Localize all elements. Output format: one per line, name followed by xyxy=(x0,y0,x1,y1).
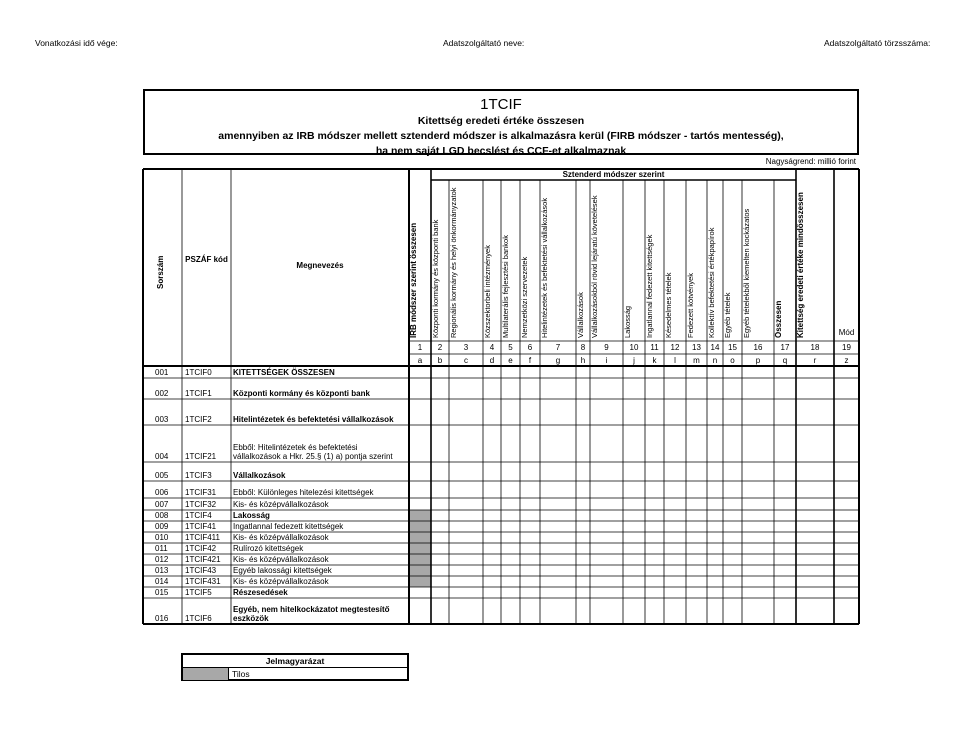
column-header-label: Multilaterális fejlesztési bankok xyxy=(501,235,510,338)
column-header-sorszam: Sorszám xyxy=(156,255,165,289)
column-number: 4 xyxy=(489,343,495,352)
legend-swatch xyxy=(183,668,229,680)
column-header-label: Késedelmes tételek xyxy=(664,272,673,338)
report-title-line2: amennyiben az IRB módszer mellett sztenderd módszer is alkalmazásra kerül (FIRB módszer - tartós mentesség), xyxy=(218,130,784,142)
column-letter: i xyxy=(605,356,608,365)
row-number: 009 xyxy=(155,522,169,531)
row-number: 008 xyxy=(155,511,169,520)
column-number: 8 xyxy=(580,343,586,352)
forbidden-cell xyxy=(409,510,431,521)
column-letter: r xyxy=(813,356,817,365)
column-number: 3 xyxy=(463,343,469,352)
row-name: Kis- és középvállalkozások xyxy=(233,500,329,509)
column-letter: d xyxy=(489,356,495,365)
column-header-label: Összesen xyxy=(774,300,783,338)
row-number: 011 xyxy=(155,544,168,553)
column-number: 16 xyxy=(753,343,763,352)
column-header-label: Vállalkozások xyxy=(576,292,585,338)
row-code: 1TCIF5 xyxy=(185,588,212,597)
column-letter: f xyxy=(528,356,532,365)
row-name: Kis- és középvállalkozások xyxy=(233,555,329,564)
row-number: 013 xyxy=(155,566,169,575)
column-header-label: Egyéb tételek xyxy=(723,292,732,338)
column-number: 9 xyxy=(604,343,609,352)
column-header-label: Egyéb tételekből kiemelten kockázatos xyxy=(742,208,751,338)
row-code: 1TCIF411 xyxy=(185,533,220,542)
column-number: 5 xyxy=(508,343,513,352)
column-header-label: Nemzetközi szervezetek xyxy=(520,256,529,338)
column-number: 11 xyxy=(650,343,659,352)
row-code: 1TCIF31 xyxy=(185,488,217,497)
row-name: Központi kormány és központi bank xyxy=(233,389,370,398)
row-number: 012 xyxy=(155,555,169,564)
column-letter: g xyxy=(555,356,561,365)
column-number: 10 xyxy=(629,343,639,352)
row-number: 002 xyxy=(155,389,169,398)
row-code: 1TCIF6 xyxy=(185,614,212,623)
forbidden-cell xyxy=(409,532,431,543)
unit-label: Nagyságrend: millió forint xyxy=(765,157,856,166)
column-letter: a xyxy=(417,356,423,365)
column-header-mod: Mód xyxy=(838,328,855,337)
row-number: 016 xyxy=(155,614,169,623)
report-code: 1TCIF xyxy=(480,96,522,113)
column-header-label: Regionális kormány és helyi önkormányzatok xyxy=(449,187,458,338)
legend-box xyxy=(181,653,409,681)
column-letter: c xyxy=(464,356,468,365)
column-letter: l xyxy=(674,356,676,365)
column-number: 1 xyxy=(417,343,423,352)
forbidden-cell xyxy=(409,576,431,587)
forbidden-cell xyxy=(409,543,431,554)
column-header-label: IRB módszer szerint összesen xyxy=(409,222,418,338)
row-code: 1TCIF1 xyxy=(185,389,212,398)
row-name: Lakosság xyxy=(233,511,270,520)
row-number: 005 xyxy=(155,471,169,480)
row-code: 1TCIF42 xyxy=(185,544,217,553)
row-name: KITETTSÉGEK ÖSSZESEN xyxy=(233,368,335,377)
row-name: Ingatlannal fedezett kitettségek xyxy=(233,522,344,531)
column-letter: e xyxy=(508,356,513,365)
row-number: 007 xyxy=(155,500,169,509)
column-letter: n xyxy=(712,356,718,365)
column-number: 18 xyxy=(810,343,820,352)
column-header-label: Vállalkozásokból rövid lejáratú követelések xyxy=(590,195,599,338)
row-code: 1TCIF2 xyxy=(185,415,212,424)
column-header-megnevezes: Megnevezés xyxy=(296,261,344,270)
legend-item: Tilos xyxy=(232,669,250,679)
column-number: 7 xyxy=(555,343,561,352)
row-number: 006 xyxy=(155,488,169,497)
column-number: 6 xyxy=(527,343,533,352)
column-header-label: Kollektív befektetési értékpapírok xyxy=(707,227,716,338)
row-code: 1TCIF0 xyxy=(185,368,212,377)
column-number: 17 xyxy=(780,343,790,352)
row-number: 010 xyxy=(155,533,169,542)
period-end-label: Vonatkozási idő vége: xyxy=(35,38,118,48)
report-title-line1: Kitettség eredeti értéke összesen xyxy=(417,115,585,127)
column-header-pszaf-kod: PSZÁF kód xyxy=(185,255,228,264)
column-number: 2 xyxy=(437,343,443,352)
column-letter: m xyxy=(693,356,700,365)
provider-name-label: Adatszolgáltató neve: xyxy=(443,38,525,48)
legend-title: Jelmagyarázat xyxy=(183,655,407,668)
column-header-label: Közszektorbeli intézmények xyxy=(483,245,492,338)
report-title-line3: ha nem saját LGD becslést és CCF-et alkalmaznak xyxy=(375,145,627,157)
column-letter: p xyxy=(755,356,761,365)
row-number: 004 xyxy=(155,452,169,461)
column-letter: q xyxy=(782,356,788,365)
row-code: 1TCIF32 xyxy=(185,500,217,509)
column-header-label: Kitettség eredeti értéke mindösszesen xyxy=(796,192,805,338)
row-number: 003 xyxy=(155,415,169,424)
column-letter: o xyxy=(730,356,735,365)
column-header-label: Hitelintézetek és befektetési vállalkozások xyxy=(540,197,549,338)
row-code: 1TCIF421 xyxy=(185,555,221,564)
row-code: 1TCIF41 xyxy=(185,522,217,531)
row-name: Rulírozó kitettségek xyxy=(233,544,304,553)
column-number: 19 xyxy=(842,343,851,352)
column-number: 12 xyxy=(670,343,680,352)
row-name: Egyéb lakossági kitettségek xyxy=(233,566,332,575)
row-name: Vállalkozások xyxy=(233,471,286,480)
column-letter: h xyxy=(580,356,586,365)
column-number: 14 xyxy=(710,343,720,352)
row-code: 1TCIF431 xyxy=(185,577,221,586)
row-code: 1TCIF21 xyxy=(185,452,217,461)
row-name: Egyéb, nem hitelkockázatot megtestesítő eszközök xyxy=(233,605,390,623)
column-header-label: Lakosság xyxy=(623,305,632,338)
row-name: Ebből: Különleges hitelezési kitettségek xyxy=(233,488,374,497)
column-header-label: Központi kormány és központi bank xyxy=(431,219,440,338)
column-header-label: Ingatlannal fedezett kitettségek xyxy=(645,234,654,338)
column-letter: j xyxy=(633,356,635,365)
row-code: 1TCIF4 xyxy=(185,511,212,520)
column-header-label: Fedezett kötvények xyxy=(686,272,695,338)
forbidden-cell xyxy=(409,521,431,532)
row-code: 1TCIF43 xyxy=(185,566,217,575)
row-name: Hitelintézetek és befektetési vállalkozások xyxy=(233,415,394,424)
forbidden-cell xyxy=(409,554,431,565)
row-number: 015 xyxy=(155,588,169,597)
column-number: 13 xyxy=(692,343,701,352)
column-letter: z xyxy=(844,356,849,365)
column-number: 15 xyxy=(728,343,737,352)
column-letter: b xyxy=(437,356,443,365)
provider-id-label: Adatszolgáltató törzsszáma: xyxy=(824,38,931,48)
column-letter: k xyxy=(652,356,657,365)
row-name: Kis- és középvállalkozások xyxy=(233,533,329,542)
column-group-sztenderd: Sztenderd módszer szerint xyxy=(562,170,665,179)
row-number: 001 xyxy=(155,368,169,377)
forbidden-cell xyxy=(409,565,431,576)
row-name: Ebből: Hitelintézetek és befektetési vállalkozások a Hkr. 25.§ (1) a) pontja szerint xyxy=(233,443,393,461)
row-number: 014 xyxy=(155,577,169,586)
row-code: 1TCIF3 xyxy=(185,471,212,480)
row-name: Kis- és középvállalkozások xyxy=(233,577,329,586)
row-name: Részesedések xyxy=(233,588,288,597)
